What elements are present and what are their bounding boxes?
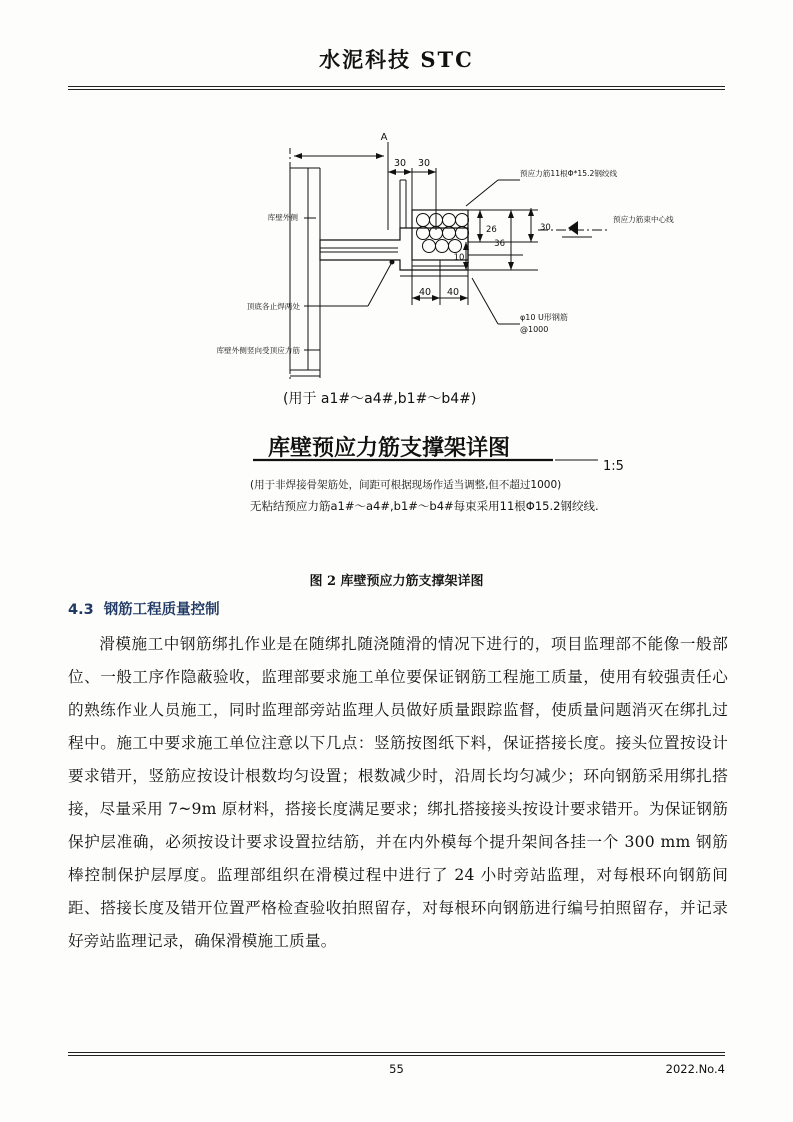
footer-issue: 2022.No.4 xyxy=(665,1062,725,1076)
dim-30-vert-label: 30 xyxy=(540,223,551,233)
label-vertical-tendon: 库壁外侧竖向受顶应力筋 xyxy=(216,346,300,355)
note-applies-range: (用于 a1#～a4#,b1#～b4#) xyxy=(283,391,477,407)
drawing-note-2: 无粘结预应力筋a1#～a4#,b1#～b4#每束采用11根Φ15.2钢绞线. xyxy=(250,499,599,513)
label-tendon-11: 预应力筋11根Φ*15.2钢绞线 xyxy=(520,169,618,178)
drawing-title: 库壁预应力筋支撑架详图 xyxy=(268,436,511,461)
header-divider xyxy=(68,86,725,87)
footer-divider-second xyxy=(68,1055,725,1056)
section-paragraph: 滑模施工中钢筋绑扎作业是在随绑扎随浇随滑的情况下进行的，项目监理部不能像一般部位、一般工序作隐蔽验收，监理部要求施工单位要保证钢筋工程施工质量，使用有较强责任心的熟练作业人员施工，同时监理部旁站监理人员做好质量跟踪监督，使质量问题消灭在绑扎过程中。施工中要求施工单位注意以下几点：竖筋按图纸下料，保证搭接长度。接头位置按设计要求错开，竖筋应按设计根数均匀设置；根数减少时，沿周长均匀减少；环向钢筋采用绑扎搭接，尽量采用 7~9m 原材料，搭接长度满足要求；绑扎搭接接头按设计要求错开。为保证钢筋保护层准确，必须按设计要求设置拉结筋，并在内外模每个提升架间各挂一个 300 mm 钢筋棒控制保护层厚度。监理部组织在滑模过程中进行了 24 小时旁站监理，对每根环向钢筋间距、搭接长度及错开位置严格检查验收拍照留存，对每根环向钢筋进行编号拍照留存，并记录好旁站监理记录，确保滑模施工质量。 xyxy=(68,635,728,950)
dim-30-left-label: 30 xyxy=(393,158,407,169)
journal-title: 水泥科技 STC xyxy=(319,47,474,72)
label-wall-outside: 库壁外侧 xyxy=(267,213,298,222)
dim-40-right-label: 40 xyxy=(446,287,460,298)
footer-page-number: 55 xyxy=(389,1062,404,1076)
dim-30-right-label: 30 xyxy=(417,158,431,169)
footer-divider xyxy=(68,1052,725,1053)
section-number: 4.3 xyxy=(68,602,94,618)
drawing-scale: 1:5 xyxy=(603,459,624,474)
dim-A-label: A xyxy=(380,132,388,143)
engineering-drawing xyxy=(68,110,725,590)
figure-caption: 图 2 库壁预应力筋支撑架详图 xyxy=(309,574,484,589)
section-title: 钢筋工程质量控制 xyxy=(103,602,220,618)
label-weld-both: 顶底各止焊两处 xyxy=(246,302,300,311)
dim-10-label: 10 xyxy=(453,253,465,263)
dim-36-label: 36 xyxy=(494,239,505,249)
section-heading xyxy=(68,598,220,619)
label-centerline: 预应力筋束中心线 xyxy=(613,215,674,224)
header-divider-second xyxy=(68,89,725,90)
page-header xyxy=(68,44,725,74)
label-u-bar-spacing: @1000 xyxy=(520,325,549,334)
drawing-note-1: (用于非焊接骨架筋处，间距可根据现场作适当调整,但不超过1000) xyxy=(250,479,562,491)
dim-40-left-label: 40 xyxy=(418,287,432,298)
label-u-bar: φ10 U形钢筋 xyxy=(520,313,568,322)
dim-26-label: 26 xyxy=(486,225,497,235)
